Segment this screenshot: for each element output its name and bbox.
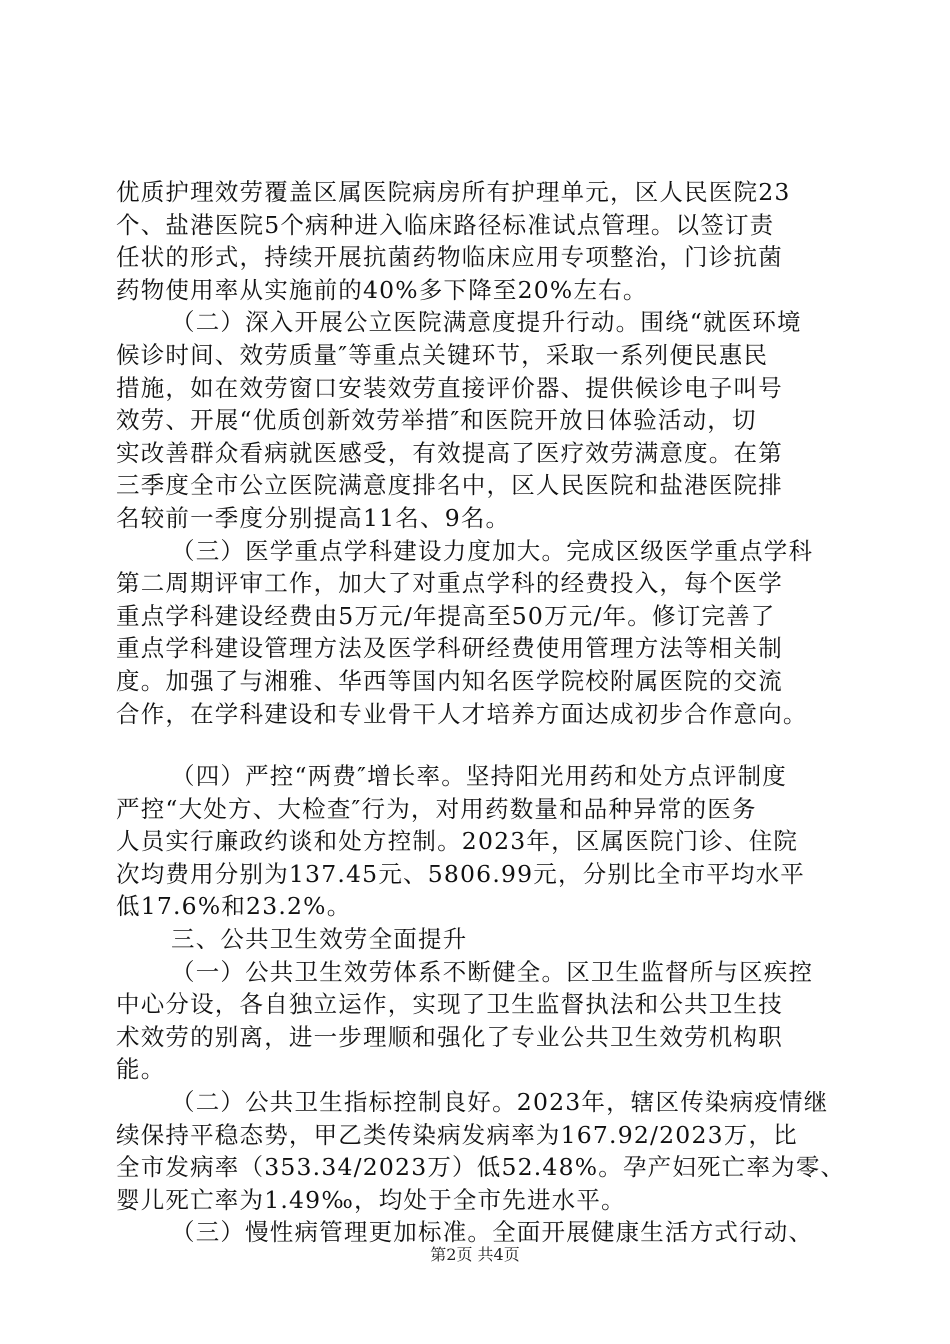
text-line: 实改善群众看病就医感受，有效提高了医疗效劳满意度。在第 — [116, 438, 783, 467]
paragraph-start-line: （三）慢性病管理更加标准。全面开展健康生活方式行动、 — [171, 1218, 814, 1247]
paragraph-start-line: （四）严控“两费″增长率。坚持阳光用药和处方点评制度 — [171, 762, 787, 791]
paragraph-start-line: （二）公共卫生指标控制良好。2023年，辖区传染病疫情继 — [171, 1088, 829, 1117]
text-line: 任状的形式，持续开展抗菌药物临床应用专项整治，门诊抗菌 — [116, 243, 783, 272]
text-line: 重点学科建设管理方法及医学科研经费使用管理方法等相关制 — [116, 634, 783, 663]
text-line: 中心分设，各自独立运作，实现了卫生监督执法和公共卫生技 — [116, 990, 783, 1019]
text-line: 术效劳的别离，进一步理顺和强化了专业公共卫生效劳机构职 — [116, 1022, 783, 1051]
text-line: 措施，如在效劳窗口安装效劳直接评价器、提供候诊电子叫号 — [116, 373, 783, 402]
text-line: 优质护理效劳覆盖区属医院病房所有护理单元，区人民医院23 — [116, 178, 791, 206]
text-line: 药物使用率从实施前的40%多下降至20%左右。 — [116, 275, 648, 304]
text-line: 度。加强了与湘雅、华西等国内知名医学院校附属医院的交流 — [116, 666, 783, 695]
text-line: 候诊时间、效劳质量″等重点关键环节，采取一系列便民惠民 — [116, 340, 769, 369]
paragraph-gap — [116, 730, 836, 760]
text-line: 次均费用分别为137.45元、5806.99元，分别比全市平均水平 — [116, 859, 806, 888]
text-line: 严控“大处方、大检查″行为，对用药数量和品种异常的医务 — [116, 794, 757, 823]
text-line: 重点学科建设经费由5万元/年提高至50万元/年。修订完善了 — [116, 601, 776, 630]
section-heading: 三、公共卫生效劳全面提升 — [171, 925, 468, 954]
text-line: 能。 — [116, 1055, 166, 1084]
text-line: 全市发病率（353.34/2023万）低52.48%。孕产妇死亡率为零、 — [116, 1153, 846, 1182]
text-line: 人员实行廉政约谈和处方控制。2023年，区属医院门诊、住院 — [116, 827, 799, 856]
text-line: 效劳、开展“优质创新效劳举措″和医院开放日体验活动，切 — [116, 406, 757, 435]
text-line: 合作，在学科建设和专业骨干人才培养方面达成初步合作意向。 — [116, 699, 808, 728]
text-line: 续保持平稳态势，甲乙类传染病发病率为167.92/2023万，比 — [116, 1120, 798, 1149]
page-footer: 第2页 共4页 — [430, 1245, 520, 1264]
text-line: 名较前一季度分别提高11名、9名。 — [116, 503, 511, 532]
text-line: 三季度全市公立医院满意度排名中，区人民医院和盐港医院排 — [116, 471, 783, 500]
paragraph-start-line: （一）公共卫生效劳体系不断健全。区卫生监督所与区疾控 — [171, 957, 814, 986]
text-line: 低17.6%和23.2%。 — [116, 892, 352, 921]
text-line: 第二周期评审工作，加大了对重点学科的经费投入，每个医学 — [116, 569, 783, 598]
document-body — [116, 176, 846, 1249]
paragraph-start-line: （三）医学重点学科建设力度加大。完成区级医学重点学科 — [171, 536, 814, 565]
text-line: 婴儿死亡率为1.49‰，均处于全市先进水平。 — [116, 1185, 626, 1214]
text-line: 个、盐港医院5个病种进入临床路径标准试点管理。以签订责 — [116, 210, 775, 239]
paragraph-start-line: （二）深入开展公立医院满意度提升行动。围绕“就医环境 — [171, 308, 802, 337]
